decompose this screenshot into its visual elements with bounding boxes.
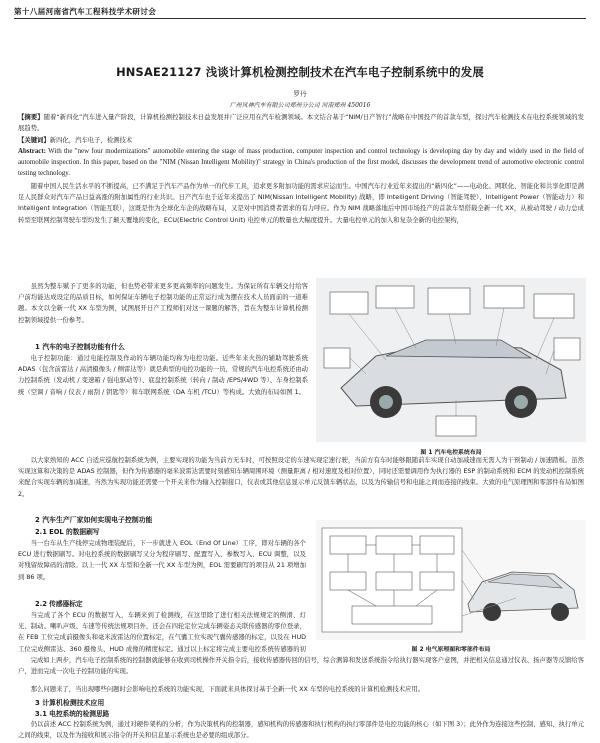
- abstract-en-text: With the "new four modernizations" automobile entering the stage of mass production, computer inspection and control technology is developing day by day and widely used in the field of automobile inspection. In this paper, based on the "NIM (Nissan Intelligent Mobility)" strategy in China's production of the first model, discusses the development trend of automotive electronic control testing technology.: [18, 148, 584, 178]
- abstract-en-label: Abstract:: [18, 148, 46, 155]
- section-heading-1: 1 汽车的电子控制功能有什么: [35, 343, 125, 351]
- running-header-title: 第十八届河南省汽车工程科技学术研讨会: [14, 7, 157, 16]
- keywords-text: 新四化，汽车电子，检测技术: [49, 137, 133, 144]
- body-paragraph-acc: 以大家熟知的 ACC 自适应巡航控制系统为例，主要实现的功能为当前方无车时，可按照设定的车速实现定速行驶，当前方有车时能够跟随前车实现自动加减速而无需人为干预制动 / 加速踏板。虽然实现这算和决策的是 ADAS 控制器，但作为传感器的毫米波雷达需要时刻感知车辆周围环境（测量距离 / 相对速度及相对位置），同时还需要调用作为执行器的 ESP 的制动系统和 ECM 的发动机控制系统来配合实现车辆的加减速，当然为实现功能还需要一个开关来作为输入控制接口，仪表或其他信息显示单元反馈车辆状态，以及为传输信号和电能之间而连接的线束。大致的电气原理图和零部件布局如图 2。: [18, 457, 584, 498]
- subsection-heading-2-2: 2.2 传感器标定: [35, 600, 83, 608]
- keywords-cn: [18, 135, 584, 146]
- body-paragraph-eol: 当一台车从生产线停完成物理装配后，下一步就进入 EOL（End Of Line）工序，即对车辆的各个 ECU 进行数据刷写。对电控系统的数据刷写又分为程序刷写、配置写入、参数写入、ECU 调整，以及对残留故障码的清除。以上一代 XX 车型和全新一代 XX 车型为例，EOL 需要刷写的项目从 21 项增加到 86 项。: [18, 540, 306, 581]
- figure-2-caption: 图 2 电气原理图和零部件布局: [411, 647, 491, 653]
- paper-author: 罗丹: [293, 90, 307, 98]
- wiring-diagram-illustration: [316, 520, 586, 640]
- body-paragraph-control-flow: 完成如上两步，汽车电子控制系统的控制器就能够在收到司机操作开关指令后，接收传感器传回的信号，综合测算和发送系统指令给执行器实现客户意图，并把相关信息通过仪表、扬声器等反馈给客户，进而完成一次电子控制功能的实现。: [18, 657, 584, 676]
- subsection-heading-2-1: 2.1 EOL 的数据刷写: [35, 528, 100, 536]
- body-paragraph-detection-approach: 仍以前述 ACC 控制系统为例，通过对硬件架构的分析，作为决策机构的控制器，感知机构的传感器和执行机构的执行零部件是电控功能的核心（如下图 3）；此外作为连接这些控制、感知、执行单元之间的线束，以及作为接收和展示指令的开关和信息显示系统也是必要的组成部分。: [18, 721, 584, 740]
- abstract-cn-label: 【摘要】: [18, 114, 44, 121]
- keywords-label: 【关键词】: [18, 137, 50, 144]
- figure-vehicle-control-layout: [316, 278, 586, 442]
- section-heading-2: 2 汽车生产厂家如何实现电子控制功能: [35, 516, 153, 524]
- body-paragraph-intro: 随着中国人民生活水平的不断提高，已不满足于汽车产品作为单一的代步工具，追求更多附加功能的需求应运而生。中国汽车行业近年来提出的“新四化”——电动化、网联化、智能化和共享化即是满足人民群众对汽车产品日益高涨的附加属性的行业共识。日产汽车也于近年来提出了 NIM(Nissan Intelligent Mobility) 战略，即 Intelligent Driving（智能驾驶）、Intelligent Power（智能动力）和 Intelligent Integration（智能互联），这既是作为全球化车企的战略布局，又是对中国消费者需求的有力呼应。作为 NIM 战略落地后中国市场投产的首款车型搭载全新一代 XX，从被动驾驶 / 动力总成转型至联网控制驾驶车型均发生了颠天覆地的变化，ECU(Electric Control Unit) 电控单元的数量也大幅度提升。大量电控单元的加入和复杂全新的电控架构，: [18, 183, 584, 224]
- body-paragraph-problem: 那么问题来了，当出现哪些问题时会影响电控系统的功能实现，下面就来具体探讨基于全新一代 XX 车型的电控系统的计算机检测技术应用。: [30, 686, 425, 693]
- paper-title: HNSAE21127 浅谈计算机检测控制技术在汽车电子控制系统中的发展: [116, 65, 484, 79]
- body-paragraph-intro-continued: 虽然为整车赋予了更多的功能，但也势必带来更多更高频率的问题发生。为保证所有车辆交付给客户前均能达成设定的品质目标，如何保证车辆电子控制功能的正常运行成为摆在技术人员面前的一道难题。本文以全新一代 XX 车型为例，试图展开日产工程师们对这一课题的解答，旨在为整车计算机检测控制领域提供一份参考。: [18, 283, 308, 324]
- subsection-heading-3-1: 3.1 电控系统的检测思路: [35, 710, 110, 718]
- body-paragraph-sensor-calibration: 当完成了各个 ECU 的数据写入，车辆来到了检测线，在这里除了进行相关法规规定的侧滑、灯光、制动、喇叭声级、车速等传统法规项目外，还会在四轮定位完成车辆姿态关联传感器的零位登录，在 FEB 工位完成前摄像头和毫米波雷达的位置标定，在气囊工位实现气囊传感器的标定，以及在 HUD 工位完成侧雷达、360 摄像头、HUD 成像的精度标定。通过以上标定将完成主要电控系统传感器的初: [18, 612, 306, 653]
- running-header: [14, 5, 586, 19]
- abstract-en: [18, 146, 584, 180]
- figure-wiring-and-components: [316, 520, 586, 640]
- abstract-cn: [18, 112, 584, 134]
- abstract-cn-text: 随着“新四化”汽车进入量产阶段，计算机检测控制技术日益发展并广泛应用在汽车检测领域。本文结合基于“NIM/日产智行”战略在中国投产的首款车型，探讨汽车检测技术在电控系统领域的发展趋势。: [18, 114, 584, 133]
- figure-1-caption: 图 1 汽车电控系统布局: [420, 450, 482, 456]
- section-heading-3: 3 计算机检测技术应用: [35, 699, 105, 707]
- body-paragraph-ecu-functions: 电子控制功能：通过电能控制及作动的车辆功能均称为电控功能。近些年来火热的辅助驾驶系统 ADAS（包含前雷达 / 高清摄像头 / 侧雷达等）就是典型的电控功能的一员，常规的汽车电控系统还由动力控制系统（发动机 / 变速箱 / 强电驱动等）、底盘控制系统（转向 / 制动 /EPS/4WD 等）、车身控制系统（空调 / 音响 / 仪表 / 雨刮 / 钥匙等）和车联网系统（DA 车机 /TCU）等构成。大致的布局如图 1。: [18, 355, 308, 396]
- paper-affiliation: 广州风神汽车有限公司郑州分公司 河南郑州 450016: [229, 102, 371, 109]
- vehicle-layout-illustration: [316, 278, 586, 442]
